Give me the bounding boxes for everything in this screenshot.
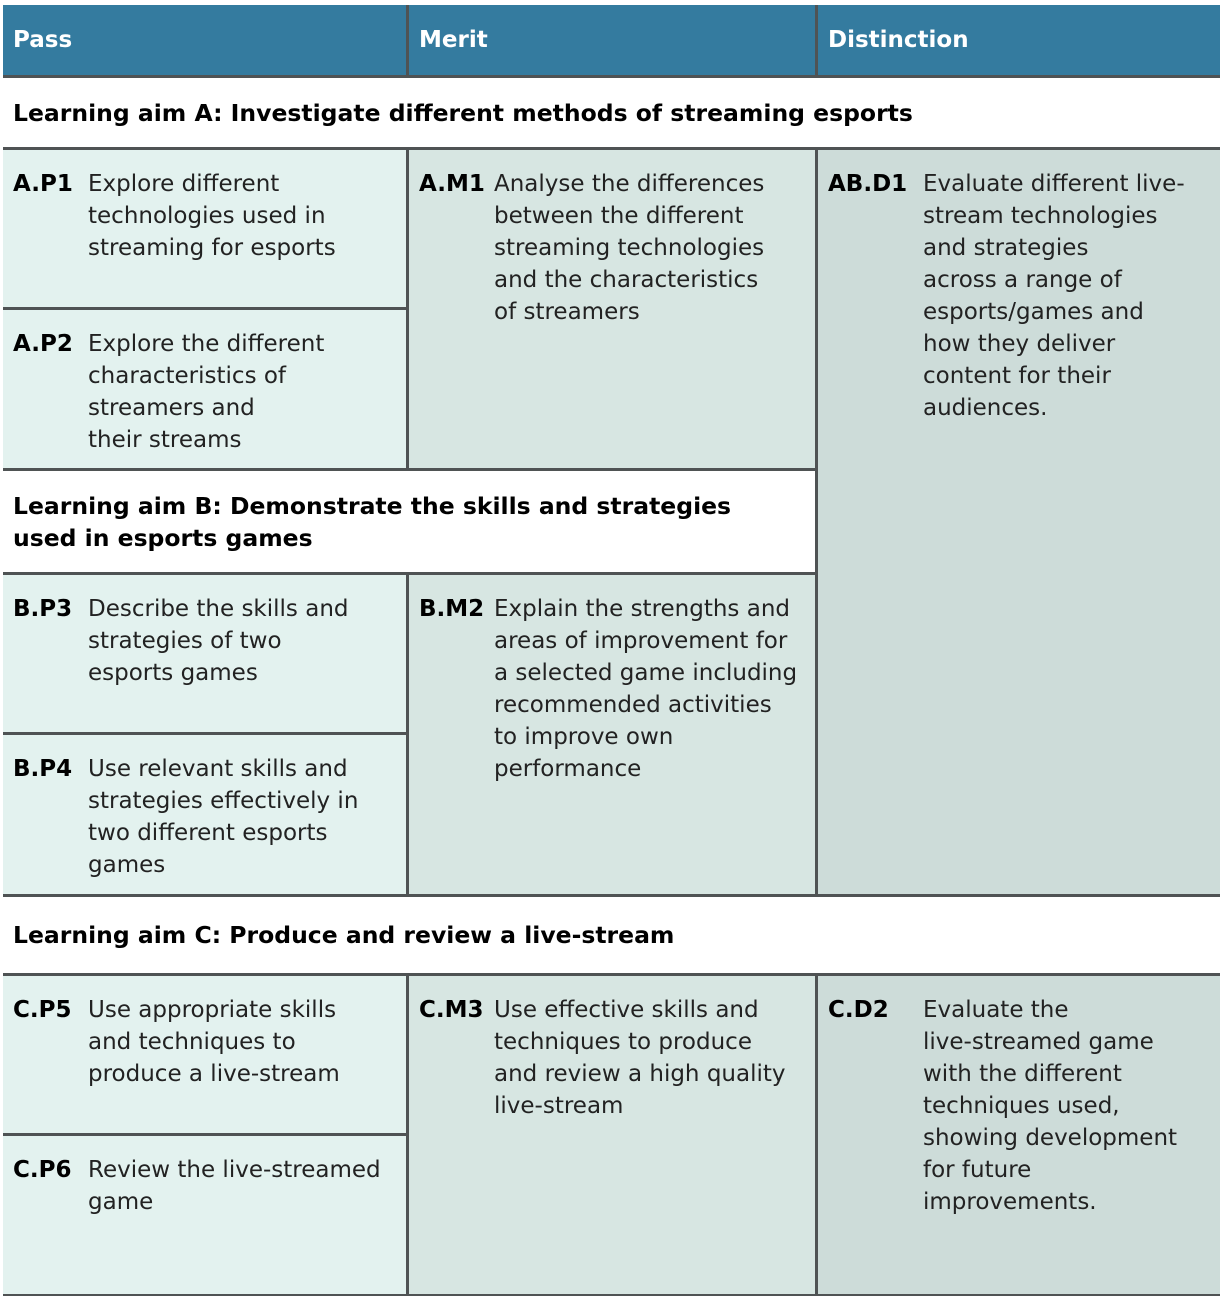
- criterion-code: C.P5: [13, 997, 72, 1023]
- learning-aim-b-text: Learning aim B: Demonstrate the skills and strategies used in esports games: [13, 491, 732, 552]
- criterion-text: Evaluate the live-streamed game with the different techniques used, showing development for future improvements.: [923, 997, 1178, 1215]
- learning-aim-b-heading: [3, 471, 815, 572]
- criterion-text: Use effective skills and techniques to produce and review a high quality live-stream: [494, 997, 786, 1119]
- criterion-b-p3: [3, 575, 406, 732]
- criterion-code: A.M1: [419, 171, 485, 197]
- header-merit: [409, 5, 815, 75]
- header-pass-label: Pass: [13, 27, 73, 53]
- header-distinction-label: Distinction: [828, 27, 969, 53]
- criterion-ab-d1: [818, 150, 1220, 894]
- criterion-code: B.P4: [13, 756, 73, 782]
- criterion-text: Use appropriate skills and techniques to produce a live-stream: [88, 997, 340, 1087]
- criterion-a-p1: [3, 150, 406, 307]
- criterion-code: C.M3: [419, 997, 484, 1023]
- criterion-a-m1: [409, 150, 815, 468]
- criterion-text: Describe the skills and strategies of two esports games: [88, 596, 349, 686]
- learning-aim-a-heading: [3, 78, 1220, 147]
- learning-aim-c-text: Learning aim C: Produce and review a live-stream: [13, 921, 675, 949]
- criterion-text: Review the live-streamed game: [88, 1157, 381, 1215]
- criterion-code: AB.D1: [828, 171, 908, 197]
- grading-criteria-table: [3, 5, 1220, 1296]
- criterion-text: Explore the different characteristics of streamers and their streams: [88, 331, 325, 453]
- criterion-c-m3: [409, 976, 815, 1294]
- learning-aim-a-text: Learning aim A: Investigate different methods of streaming esports: [13, 98, 913, 127]
- criterion-code: C.P6: [13, 1157, 72, 1183]
- criterion-c-p5: [3, 976, 406, 1133]
- criterion-a-p2: [3, 310, 406, 468]
- criterion-code: A.P1: [13, 171, 73, 197]
- criterion-code: C.D2: [828, 997, 889, 1023]
- criterion-text: Evaluate different live- stream technologies and strategies across a range of esports/games and how they deliver content for their audiences.: [923, 171, 1185, 421]
- learning-aim-c-heading: [3, 897, 1220, 973]
- header-merit-label: Merit: [419, 27, 488, 53]
- criterion-code: A.P2: [13, 331, 73, 357]
- criterion-code: B.M2: [419, 596, 485, 622]
- criterion-text: Explore different technologies used in streaming for esports: [88, 171, 336, 261]
- criterion-text: Analyse the differences between the different streaming technologies and the characteristics of streamers: [494, 171, 765, 325]
- criterion-c-p6: [3, 1136, 406, 1294]
- criterion-text: Use relevant skills and strategies effectively in two different esports games: [88, 756, 359, 878]
- criterion-b-p4: [3, 735, 406, 894]
- criterion-text: Explain the strengths and areas of improvement for a selected game including recommended activities to improve own performance: [494, 596, 798, 782]
- criterion-c-d2: [818, 976, 1220, 1294]
- header-pass: [3, 5, 406, 75]
- criterion-code: B.P3: [13, 596, 73, 622]
- header-distinction: [818, 5, 1220, 75]
- criterion-b-m2: [409, 575, 815, 894]
